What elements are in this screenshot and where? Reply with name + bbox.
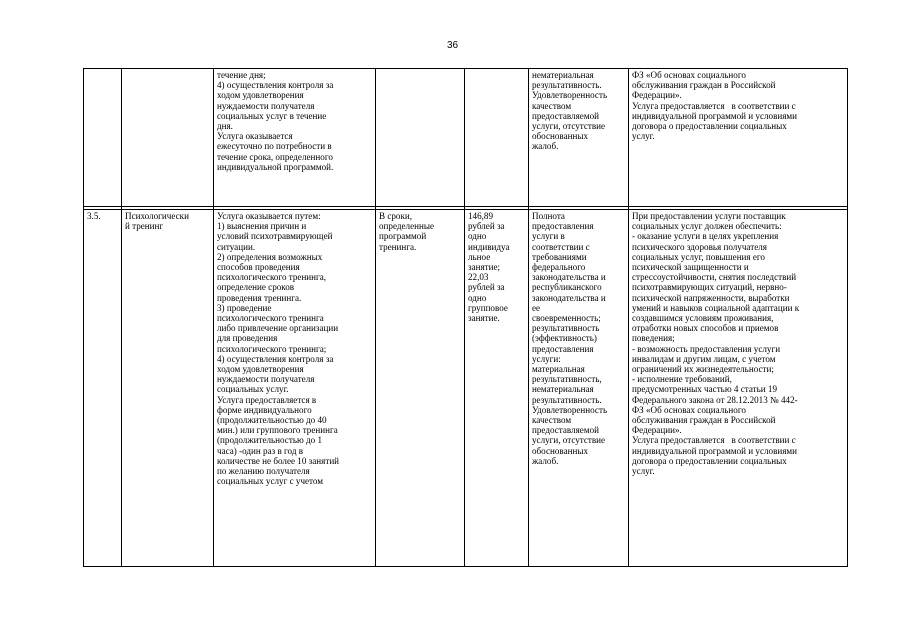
service-rate: 146,89 рублей за одно индивидуа льное занятие; 22,03 рублей за одно групповое занятие. bbox=[468, 211, 510, 324]
service-conditions-cell bbox=[629, 210, 848, 567]
service-conditions: ФЗ «Об основах социального обслуживания граждан в Российской Федерации». Услуга предоставляется в соответствии с индивидуальной программой и условиями договора о предоставлении социальных услуг. bbox=[632, 70, 798, 142]
row-number: 3.5. bbox=[87, 211, 101, 221]
service-content: течение дня; 4) осуществления контроля за ходом удовлетворения нуждаемости получателя социальных услуг в течение дня. Услуга оказывается ежесуточно по потребности в течение срока, определенного индивидуальной программой. bbox=[217, 70, 334, 172]
service-name-cell bbox=[122, 210, 214, 567]
service-conditions: При предоставлении услуги поставщик социальных услуг должен обеспечить: - оказание услуги в целях укрепления психического здоровья получателя социальных услуг, повышения его психической защищенности и стрессоустойчивости, снятия последствий психотравмирующих ситуаций, нервно- психической напряженности, выработки умений и навыков социальной адаптации к создавшимся условиям проживания, отработки новых способов и приемов поведения; - возможность предоставления услуги инвалидам и другим лицам, с учетом ограничений их жизнедеятельности; - исполнение требований, предусмотренных частью 4 статьи 19 Федерального закона от 28.12.2013 № 442- ФЗ «Об основах социального обслуживания граждан в Российской Федерации». Услуга предоставляется в соответствии с индивидуальной программой и условиями договора о предоставлении социальных услуг. bbox=[632, 211, 800, 477]
quality-indicators-cell bbox=[529, 210, 629, 567]
table-row bbox=[84, 210, 848, 567]
service-terms: В сроки, определенные программой тренинга. bbox=[379, 211, 434, 252]
quality-indicators-cell bbox=[529, 69, 629, 207]
service-conditions-cell bbox=[629, 69, 848, 207]
table-row bbox=[84, 69, 848, 207]
service-terms-cell bbox=[376, 69, 465, 207]
service-name: Психологически й тренинг bbox=[125, 211, 189, 232]
row-number-cell bbox=[84, 69, 122, 207]
service-name-cell bbox=[122, 69, 214, 207]
service-content: Услуга оказывается путем: 1) выяснения причин и условий психотравмирующей ситуации. 2) определения возможных способов проведения психологического тренинга, определение сроков проведения тренинга. 3) проведение психологического тренинга либо привлечение организации для проведения психологического тренинга; 4) осуществления контроля за ходом удовлетворения нуждаемости получателя социальных услуг. Услуга предоставляется в форме индивидуального (продолжительностью до 40 мин.) или группового тренинга (продолжительностью до 1 часа) -один раз в год в количестве не более 10 занятий по желанию получателя социальных услуг с учетом bbox=[217, 211, 340, 487]
quality-indicators: нематериальная результативность. Удовлетворенность качеством предоставляемой услуги, отсутствие обоснованных жалоб. bbox=[532, 70, 608, 152]
service-content-cell bbox=[214, 69, 376, 207]
service-rate-cell bbox=[465, 210, 529, 567]
service-rate-cell bbox=[465, 69, 529, 207]
service-terms-cell bbox=[376, 210, 465, 567]
services-table bbox=[83, 68, 848, 567]
service-content-cell bbox=[214, 210, 376, 567]
quality-indicators: Полнота предоставления услуги в соответствии с требованиями федерального законодательства и республиканского законодательства и ее своевременность; результативность (эффективность) предоставления услуги: материальная результативность, нематериальная результативность. Удовлетворенность качеством предоставляемой услуги, отсутствие обоснованных жалоб. bbox=[532, 211, 608, 466]
page-number: 36 bbox=[446, 40, 459, 51]
row-number-cell bbox=[84, 210, 122, 567]
